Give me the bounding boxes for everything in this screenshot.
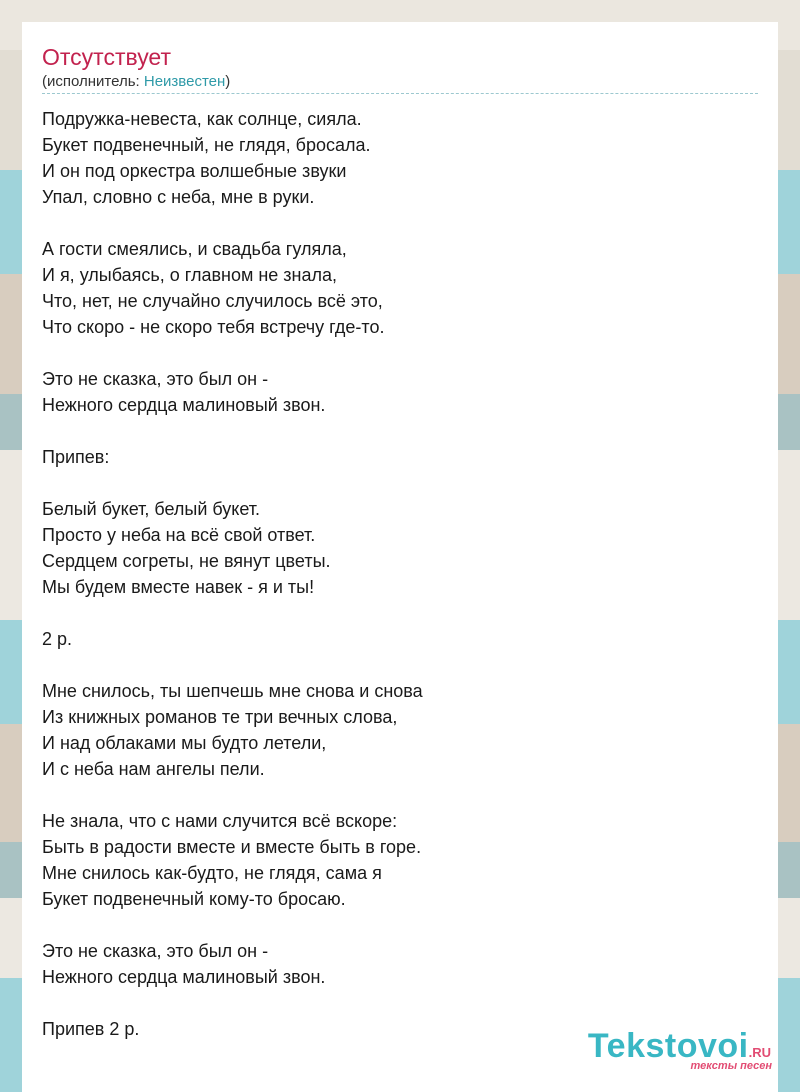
title-divider <box>42 93 758 94</box>
logo-tagline: тексты песен <box>690 1060 772 1072</box>
lyric-line <box>42 782 758 808</box>
lyric-line: Припев 2 р. <box>42 1019 140 1039</box>
lyric-line: Мы будем вместе навек - я и ты! <box>42 577 315 597</box>
lyric-line: Белый букет, белый букет. <box>42 499 261 519</box>
lyric-line: Из книжных романов те три вечных слова, <box>42 707 398 727</box>
lyric-line <box>42 418 758 444</box>
lyric-line: Это не сказка, это был он - <box>42 369 269 389</box>
lyric-line: Нежного сердца малиновый звон. <box>42 967 326 987</box>
artist-prefix: (исполнитель: <box>42 73 144 90</box>
song-title: Отсутствует <box>42 44 171 70</box>
lyric-line <box>42 990 758 1016</box>
lyric-line: И с неба нам ангелы пели. <box>42 759 265 779</box>
lyrics-card <box>22 22 778 1092</box>
lyric-line: Подружка-невеста, как солнце, сияла. <box>42 109 362 129</box>
lyric-line: Сердцем согреты, не вянут цветы. <box>42 551 331 571</box>
lyric-line <box>42 210 758 236</box>
lyrics-text <box>42 106 758 1042</box>
lyric-line: Нежного сердца малиновый звон. <box>42 395 326 415</box>
lyric-line: А гости смеялись, и свадьба гуляла, <box>42 239 347 259</box>
lyric-line: Просто у неба на всё свой ответ. <box>42 525 316 545</box>
lyric-line: Что скоро - не скоро тебя встречу где-то. <box>42 317 385 337</box>
lyric-line: Это не сказка, это был он - <box>42 941 269 961</box>
lyric-line: Мне снилось, ты шепчешь мне снова и снова <box>42 681 423 701</box>
lyric-line: Букет подвенечный, не глядя, бросала. <box>42 135 371 155</box>
logo-domain: .RU <box>748 1045 771 1060</box>
lyric-line: Что, нет, не случайно случилось всё это, <box>42 291 383 311</box>
lyric-line <box>42 340 758 366</box>
lyric-line: Упал, словно с неба, мне в руки. <box>42 187 315 207</box>
lyric-line <box>42 470 758 496</box>
lyric-line: Мне снилось как-будто, не глядя, сама я <box>42 863 382 883</box>
song-subtitle <box>42 72 230 92</box>
lyric-line <box>42 600 758 626</box>
lyric-line: Букет подвенечный кому-то бросаю. <box>42 889 346 909</box>
lyric-line: Не знала, что с нами случится всё вскоре: <box>42 811 398 831</box>
lyric-line: И над облаками мы будто летели, <box>42 733 327 753</box>
logo-wordmark: Tekstovoi <box>587 1027 749 1065</box>
lyric-line: 2 р. <box>42 629 73 649</box>
lyric-line: Быть в радости вместе и вместе быть в горе. <box>42 837 422 857</box>
artist-suffix: ) <box>225 73 231 90</box>
lyric-line: И он под оркестра волшебные звуки <box>42 161 347 181</box>
lyric-line <box>42 652 758 678</box>
lyric-line: Припев: <box>42 447 110 467</box>
lyric-line <box>42 912 758 938</box>
lyric-line: И я, улыбаясь, о главном не знала, <box>42 265 338 285</box>
artist-link[interactable]: Неизвестен <box>143 73 226 90</box>
